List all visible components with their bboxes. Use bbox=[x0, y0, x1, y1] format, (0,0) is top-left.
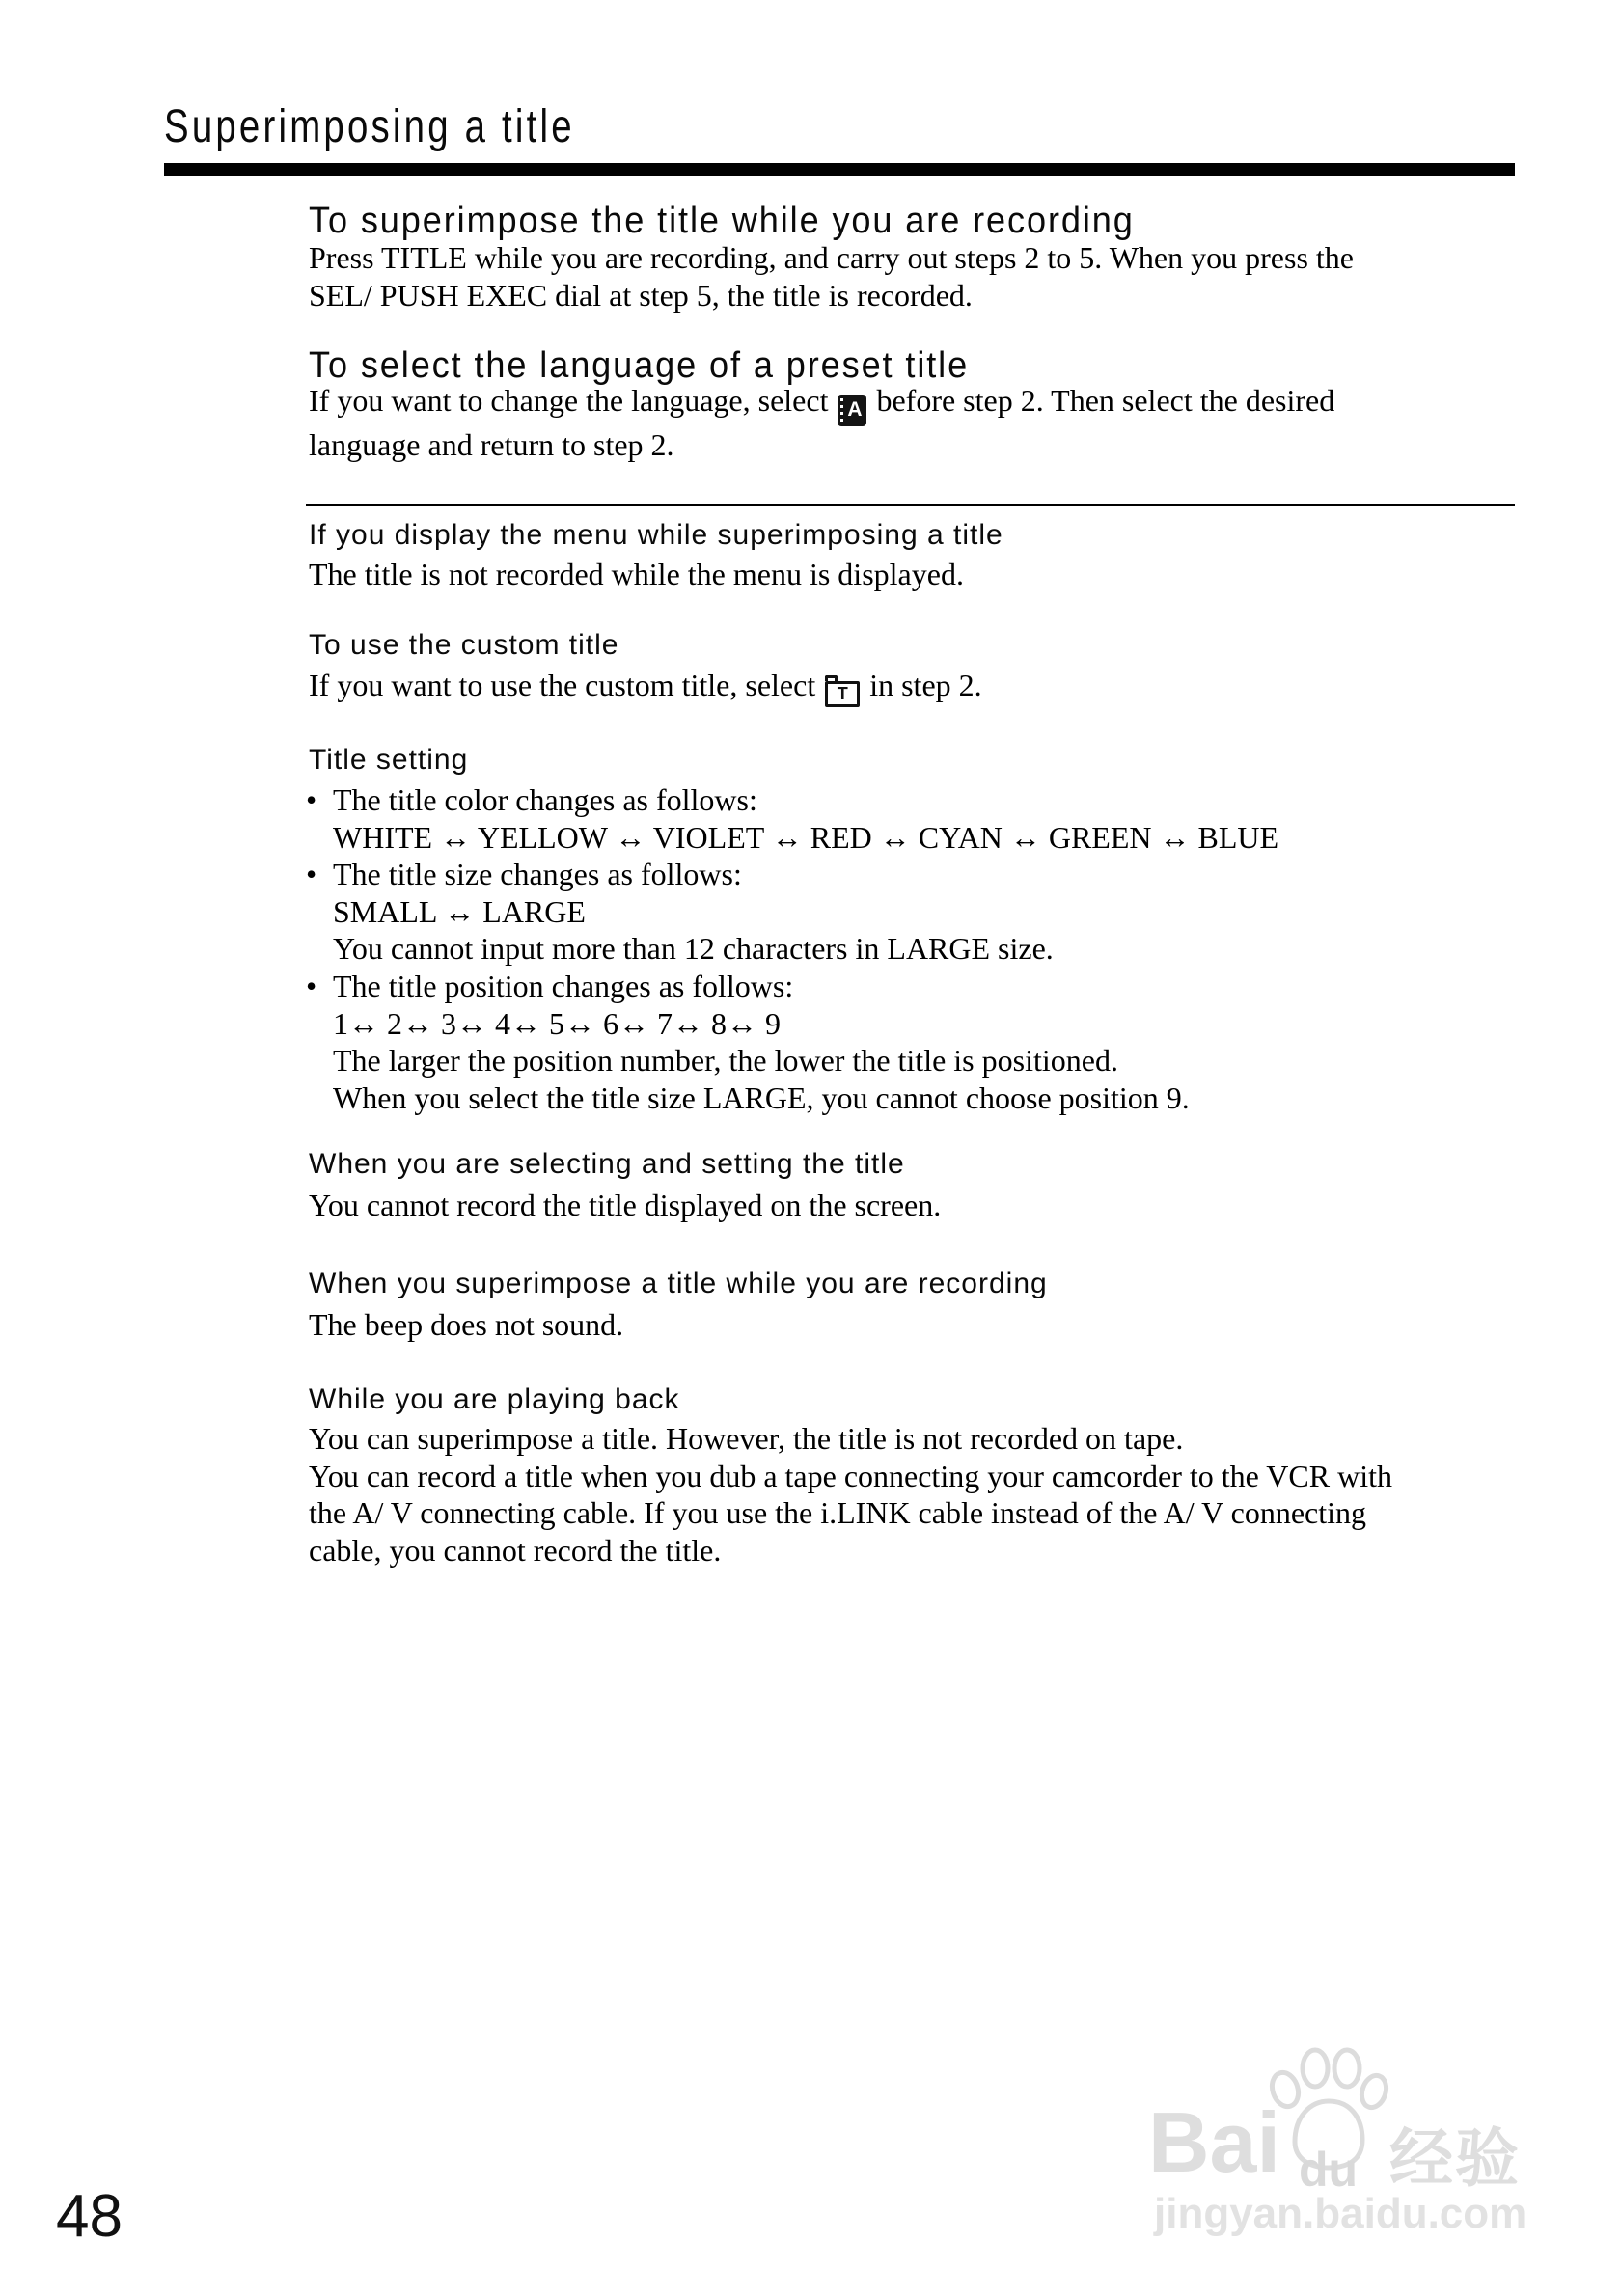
bullet-text: The title color changes as follows: bbox=[333, 782, 757, 817]
note-body-selecting: You cannot record the title displayed on the screen. bbox=[309, 1188, 942, 1222]
text-line: SEL/ PUSH EXEC dial at step 5, the title is recorded. bbox=[309, 277, 973, 313]
paragraph-record bbox=[309, 239, 1354, 314]
note-heading-playback: While you are playing back bbox=[309, 1383, 680, 1415]
note-heading-recording: When you superimpose a title while you are recording bbox=[309, 1268, 1048, 1299]
note-body-menu: The title is not recorded while the menu is displayed. bbox=[309, 557, 964, 591]
text-line: You can record a title when you dub a tape connecting your camcorder to the VCR with bbox=[309, 1458, 1392, 1493]
watermark-url: jingyan.baidu.com bbox=[1154, 2190, 1527, 2237]
bullet-text: The title size changes as follows: bbox=[333, 857, 742, 892]
bullet-item bbox=[306, 856, 1278, 893]
page-title: Superimposing a title bbox=[164, 101, 575, 152]
text-line: language and return to step 2. bbox=[309, 426, 674, 462]
text-line bbox=[309, 382, 1334, 426]
size-cycle-line: SMALL ↔ LARGE bbox=[333, 893, 586, 929]
position-cycle-line: 1↔ 2↔ 3↔ 4↔ 5↔ 6↔ 7↔ 8↔ 9 bbox=[333, 1005, 781, 1041]
text-segment: in step 2. bbox=[869, 668, 982, 702]
note-body-custom-title bbox=[309, 667, 982, 707]
title-setting-list bbox=[306, 781, 1278, 1116]
color-cycle-line: WHITE ↔ YELLOW ↔ VIOLET ↔ RED ↔ CYAN ↔ GREEN ↔ BLUE bbox=[333, 819, 1279, 855]
note-heading-selecting: When you are selecting and setting the title bbox=[309, 1148, 905, 1180]
note-heading-menu: If you display the menu while superimposing a title bbox=[309, 519, 1003, 551]
position-note-line: The larger the position number, the lower the title is positioned. bbox=[333, 1043, 1118, 1079]
icon-letter: A bbox=[847, 398, 863, 421]
icon-letter: T bbox=[837, 684, 848, 703]
bullet-marker: • bbox=[306, 968, 317, 1003]
header-rule bbox=[164, 163, 1515, 176]
text-line: You can superimpose a title. However, the title is not recorded on tape. bbox=[309, 1421, 1184, 1456]
watermark-brand-text: Bai bbox=[1148, 2094, 1280, 2190]
text-line: the A/ V connecting cable. If you use the i.LINK cable instead of the A/ V connecting bbox=[309, 1495, 1367, 1530]
text-segment: If you want to use the custom title, select bbox=[309, 668, 816, 702]
bullet-marker: • bbox=[306, 857, 317, 892]
bullet-text: The title position changes as follows: bbox=[333, 968, 794, 1003]
watermark-brand-text: du bbox=[1299, 2143, 1359, 2197]
language-menu-icon bbox=[838, 395, 866, 426]
section-heading-language: To select the language of a preset title bbox=[309, 345, 970, 386]
note-body-recording: The beep does not sound. bbox=[309, 1307, 624, 1342]
watermark-brand-suffix: 经验 bbox=[1389, 2121, 1521, 2196]
bullet-item bbox=[306, 968, 1278, 1005]
text-segment: If you want to change the language, select bbox=[309, 383, 829, 418]
text-line: cable, you cannot record the title. bbox=[309, 1532, 722, 1568]
bullet-item bbox=[306, 781, 1278, 819]
section-heading-record: To superimpose the title while you are recording bbox=[309, 201, 1135, 241]
bullet-marker: • bbox=[306, 782, 317, 817]
text-segment: before step 2. Then select the desired bbox=[876, 383, 1335, 418]
baidu-watermark bbox=[1148, 2043, 1534, 2246]
paragraph-language bbox=[309, 382, 1334, 463]
text-line: Press TITLE while you are recording, and carry out steps 2 to 5. When you press the bbox=[309, 240, 1354, 275]
page-number: 48 bbox=[56, 2183, 123, 2250]
position-note-line: When you select the title size LARGE, you cannot choose position 9. bbox=[333, 1080, 1190, 1115]
custom-title-icon bbox=[825, 681, 860, 707]
note-body-playback bbox=[309, 1420, 1392, 1569]
note-heading-title-setting: Title setting bbox=[309, 744, 469, 776]
size-note-line: You cannot input more than 12 characters in LARGE size. bbox=[333, 931, 1054, 967]
divider-rule bbox=[306, 504, 1515, 506]
note-heading-custom-title: To use the custom title bbox=[309, 629, 619, 661]
